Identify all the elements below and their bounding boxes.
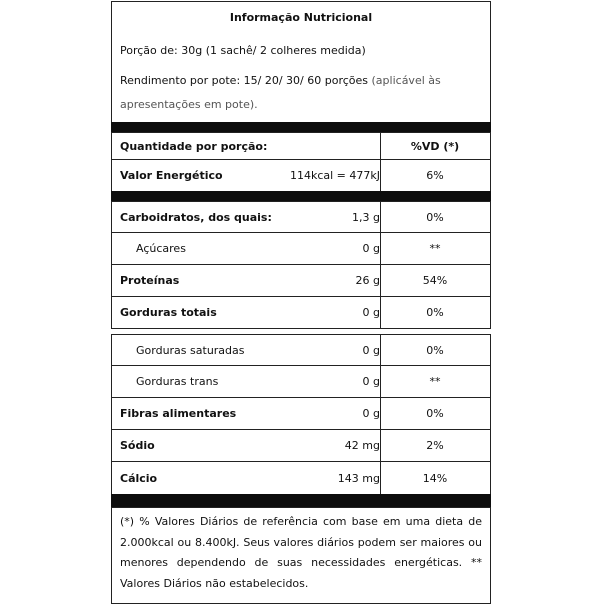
nutrient-amount: 0 g	[362, 375, 380, 388]
table-row	[111, 160, 491, 192]
nutrient-name: Carboidratos, dos quais:	[120, 210, 272, 224]
col-portion-label: Quantidade por porção:	[120, 139, 268, 153]
nutrient-amount: 26 g	[355, 274, 380, 287]
nutrient-vd: **	[429, 242, 441, 255]
nutrition-title: Informação Nutricional	[229, 11, 373, 24]
nutrient-name: Fibras alimentares	[120, 407, 237, 420]
yield-line	[120, 74, 441, 87]
table-row	[111, 462, 491, 494]
nutrient-vd: 0%	[426, 210, 444, 224]
nutrient-amount: 1,3 g	[352, 210, 380, 224]
nutrient-name: Cálcio	[120, 471, 158, 485]
table-row	[111, 265, 491, 297]
nutrient-name: Gorduras trans	[136, 375, 219, 388]
nutrient-amount: 0 g	[362, 306, 380, 319]
nutrient-name: Sódio	[120, 439, 155, 452]
nutrient-vd: 6%	[426, 169, 444, 182]
yield-note-cont: apresentações em pote).	[120, 98, 258, 111]
nutrient-vd: 14%	[422, 471, 448, 485]
nutrient-name: Gorduras totais	[120, 306, 217, 319]
nutrient-amount: 42 mg	[344, 439, 380, 452]
yield-text: Rendimento por pote: 15/ 20/ 30/ 60 porções	[120, 74, 369, 87]
nutrient-vd: 0%	[426, 306, 444, 319]
table-row	[111, 201, 491, 233]
nutrient-vd: 0%	[426, 343, 444, 357]
column-header-row	[111, 132, 491, 160]
nutrient-amount: 143 mg	[337, 471, 380, 485]
table-row	[111, 430, 491, 462]
nutrient-vd: **	[429, 375, 441, 388]
table-row	[111, 398, 491, 430]
footnote-text: (*) % Valores Diários de referência com base em uma dieta de 2.000kcal ou 8.400kJ. Seus valores diários podem ser maiores ou menores dependendo de suas necessidades energéticas. ** Valores Diários não estabelecidos.	[111, 507, 491, 604]
nutrient-name: Proteínas	[120, 274, 180, 287]
table-row	[111, 366, 491, 398]
nutrient-vd: 54%	[422, 274, 448, 287]
col-vd-label: %VD (*)	[410, 139, 460, 153]
table-row	[111, 297, 491, 329]
nutrient-vd: 2%	[426, 439, 444, 452]
table-row	[111, 233, 491, 265]
nutrition-header	[111, 1, 491, 124]
nutrient-name: Gorduras saturadas	[136, 343, 245, 357]
nutrient-amount: 0 g	[362, 242, 380, 255]
portion-text: Porção de: 30g (1 sachê/ 2 colheres medida)	[120, 44, 366, 57]
nutrient-vd: 0%	[426, 407, 444, 420]
yield-note: (aplicável às	[371, 74, 441, 87]
nutrient-amount: 0 g	[362, 343, 380, 357]
separator-bar	[111, 494, 491, 507]
nutrient-amount: 114kcal = 477kJ	[289, 169, 380, 182]
table-row	[111, 334, 491, 366]
nutrient-amount: 0 g	[362, 407, 380, 420]
nutrient-name: Açúcares	[136, 242, 186, 255]
nutrient-name: Valor Energético	[120, 169, 223, 182]
